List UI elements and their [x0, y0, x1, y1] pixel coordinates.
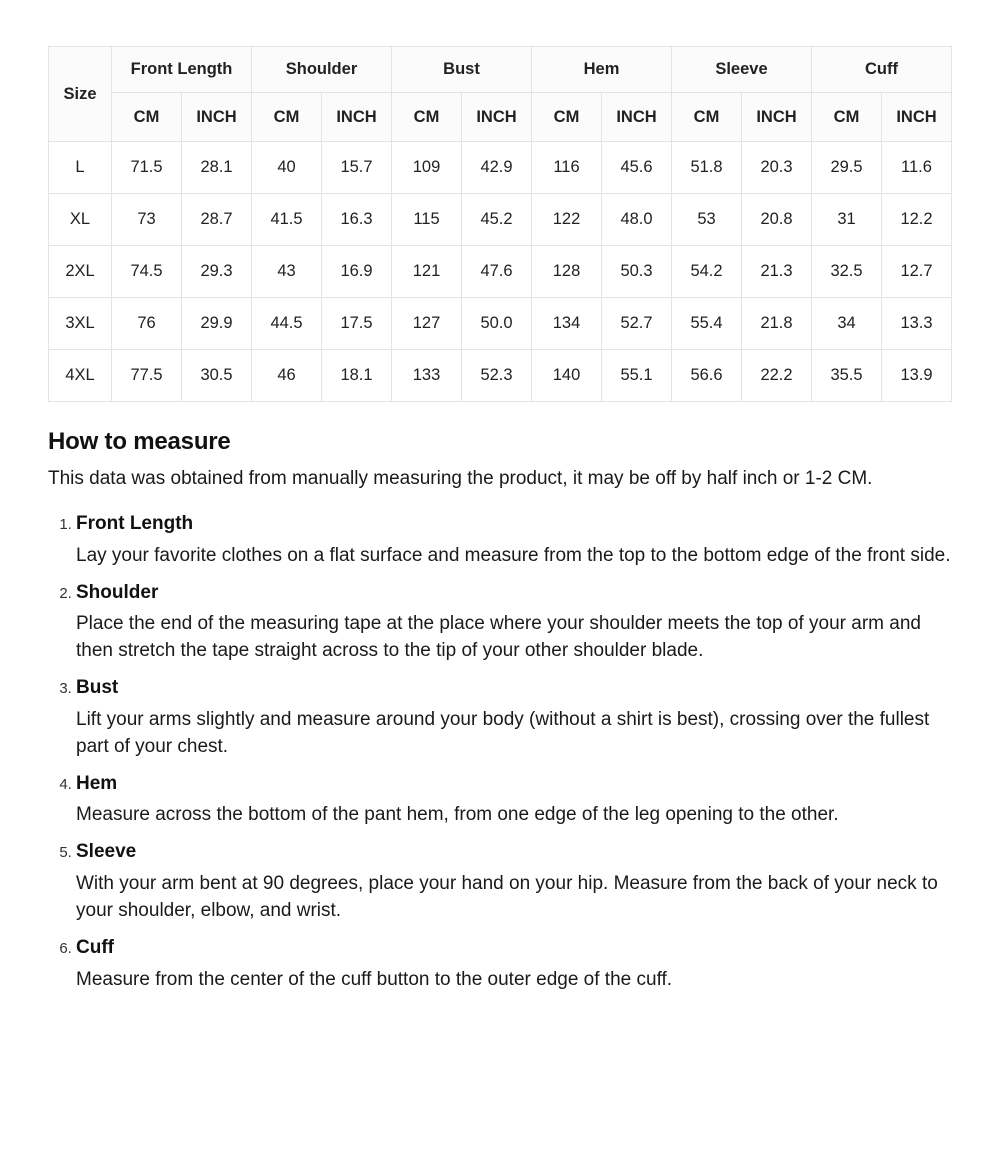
measure-item-description: With your arm bent at 90 degrees, place your hand on your hip. Measure from the back of your neck to your shoulder, elbow, and wrist.	[76, 872, 938, 921]
row-size-label: L	[49, 142, 112, 194]
cell-hem-cm: 116	[532, 142, 602, 194]
unit-header-inch: INCH	[602, 93, 672, 142]
cell-shoulder-cm: 41.5	[252, 194, 322, 246]
cell-front-length-cm: 76	[112, 298, 182, 350]
cell-sleeve-cm: 56.6	[672, 350, 742, 402]
cell-shoulder-inch: 15.7	[322, 142, 392, 194]
cell-bust-cm: 121	[392, 246, 462, 298]
cell-sleeve-inch: 22.2	[742, 350, 812, 402]
unit-header-inch: INCH	[742, 93, 812, 142]
unit-header-cm: CM	[672, 93, 742, 142]
table-row	[49, 350, 952, 402]
cell-front-length-cm: 77.5	[112, 350, 182, 402]
cell-shoulder-inch: 16.9	[322, 246, 392, 298]
cell-sleeve-cm: 53	[672, 194, 742, 246]
table-row	[49, 246, 952, 298]
cell-sleeve-cm: 54.2	[672, 246, 742, 298]
column-group-bust: Bust	[392, 47, 532, 93]
unit-header-inch: INCH	[882, 93, 952, 142]
cell-hem-cm: 122	[532, 194, 602, 246]
measure-item-description: Place the end of the measuring tape at the place where your shoulder meets the top of your arm and then stretch the tape straight across to the tip of your other shoulder blade.	[76, 613, 921, 662]
cell-bust-cm: 109	[392, 142, 462, 194]
cell-shoulder-inch: 16.3	[322, 194, 392, 246]
column-group-cuff: Cuff	[812, 47, 952, 93]
cell-cuff-inch: 11.6	[882, 142, 952, 194]
cell-shoulder-cm: 40	[252, 142, 322, 194]
cell-front-length-inch: 30.5	[182, 350, 252, 402]
cell-sleeve-cm: 55.4	[672, 298, 742, 350]
list-item	[76, 935, 952, 994]
cell-front-length-cm: 71.5	[112, 142, 182, 194]
page-title: How to measure	[48, 428, 231, 455]
cell-hem-inch: 55.1	[602, 350, 672, 402]
cell-sleeve-inch: 21.3	[742, 246, 812, 298]
cell-shoulder-cm: 44.5	[252, 298, 322, 350]
row-size-label: 4XL	[49, 350, 112, 402]
column-header-size: Size	[49, 47, 112, 142]
cell-hem-inch: 52.7	[602, 298, 672, 350]
cell-front-length-inch: 29.3	[182, 246, 252, 298]
measure-item-description: Lay your favorite clothes on a flat surface and measure from the top to the bottom edge of the front side.	[76, 544, 951, 566]
unit-header-inch: INCH	[462, 93, 532, 142]
cell-cuff-cm: 35.5	[812, 350, 882, 402]
cell-bust-inch: 42.9	[462, 142, 532, 194]
cell-front-length-cm: 74.5	[112, 246, 182, 298]
cell-sleeve-inch: 20.8	[742, 194, 812, 246]
measure-item-title: 6. Cuff	[76, 936, 114, 958]
measure-item-title: 1. Front Length	[76, 512, 194, 534]
cell-sleeve-cm: 51.8	[672, 142, 742, 194]
cell-cuff-cm: 31	[812, 194, 882, 246]
table-group-header-row	[49, 47, 952, 93]
measure-item-description: Measure from the center of the cuff button to the outer edge of the cuff.	[76, 968, 673, 990]
cell-shoulder-inch: 18.1	[322, 350, 392, 402]
row-size-label: XL	[49, 194, 112, 246]
measure-item-title: 2. Shoulder	[76, 581, 159, 603]
cell-bust-inch: 45.2	[462, 194, 532, 246]
table-row	[49, 142, 952, 194]
cell-bust-inch: 47.6	[462, 246, 532, 298]
cell-bust-inch: 52.3	[462, 350, 532, 402]
measure-instructions-list	[48, 511, 952, 994]
cell-front-length-inch: 28.1	[182, 142, 252, 194]
list-item	[76, 771, 952, 830]
cell-cuff-cm: 29.5	[812, 142, 882, 194]
cell-hem-cm: 140	[532, 350, 602, 402]
intro-text: This data was obtained from manually measuring the product, it may be off by half inch or 1-2 CM.	[48, 468, 873, 489]
cell-hem-inch: 45.6	[602, 142, 672, 194]
unit-header-inch: INCH	[322, 93, 392, 142]
table-row	[49, 298, 952, 350]
cell-shoulder-inch: 17.5	[322, 298, 392, 350]
cell-cuff-inch: 12.2	[882, 194, 952, 246]
cell-hem-cm: 128	[532, 246, 602, 298]
column-group-shoulder: Shoulder	[252, 47, 392, 93]
cell-cuff-inch: 13.3	[882, 298, 952, 350]
cell-front-length-cm: 73	[112, 194, 182, 246]
column-group-front-length: Front Length	[112, 47, 252, 93]
size-chart-head	[49, 47, 952, 142]
cell-cuff-inch: 13.9	[882, 350, 952, 402]
cell-sleeve-inch: 21.8	[742, 298, 812, 350]
cell-front-length-inch: 29.9	[182, 298, 252, 350]
table-unit-header-row	[49, 93, 952, 142]
table-row	[49, 194, 952, 246]
cell-bust-cm: 127	[392, 298, 462, 350]
size-chart-table	[48, 46, 952, 402]
cell-front-length-inch: 28.7	[182, 194, 252, 246]
list-item	[76, 580, 952, 666]
cell-bust-cm: 133	[392, 350, 462, 402]
unit-header-cm: CM	[112, 93, 182, 142]
list-item	[76, 511, 952, 570]
cell-bust-cm: 115	[392, 194, 462, 246]
column-group-hem: Hem	[532, 47, 672, 93]
measure-item-description: Measure across the bottom of the pant hem, from one edge of the leg opening to the other.	[76, 804, 839, 826]
size-chart-body	[49, 142, 952, 402]
cell-cuff-cm: 32.5	[812, 246, 882, 298]
unit-header-cm: CM	[252, 93, 322, 142]
row-size-label: 3XL	[49, 298, 112, 350]
unit-header-inch: INCH	[182, 93, 252, 142]
cell-sleeve-inch: 20.3	[742, 142, 812, 194]
row-size-label: 2XL	[49, 246, 112, 298]
cell-hem-cm: 134	[532, 298, 602, 350]
measure-item-title: 4. Hem	[76, 772, 118, 794]
measure-item-description: Lift your arms slightly and measure around your body (without a shirt is best), crossing over the fullest part of your chest.	[76, 708, 930, 757]
column-group-sleeve: Sleeve	[672, 47, 812, 93]
cell-bust-inch: 50.0	[462, 298, 532, 350]
unit-header-cm: CM	[812, 93, 882, 142]
cell-hem-inch: 48.0	[602, 194, 672, 246]
unit-header-cm: CM	[532, 93, 602, 142]
cell-shoulder-cm: 43	[252, 246, 322, 298]
measure-item-title: 3. Bust	[76, 677, 119, 699]
unit-header-cm: CM	[392, 93, 462, 142]
cell-cuff-cm: 34	[812, 298, 882, 350]
cell-shoulder-cm: 46	[252, 350, 322, 402]
cell-cuff-inch: 12.7	[882, 246, 952, 298]
cell-hem-inch: 50.3	[602, 246, 672, 298]
list-item	[76, 675, 952, 761]
measure-item-title: 5. Sleeve	[76, 841, 137, 863]
list-item	[76, 839, 952, 925]
